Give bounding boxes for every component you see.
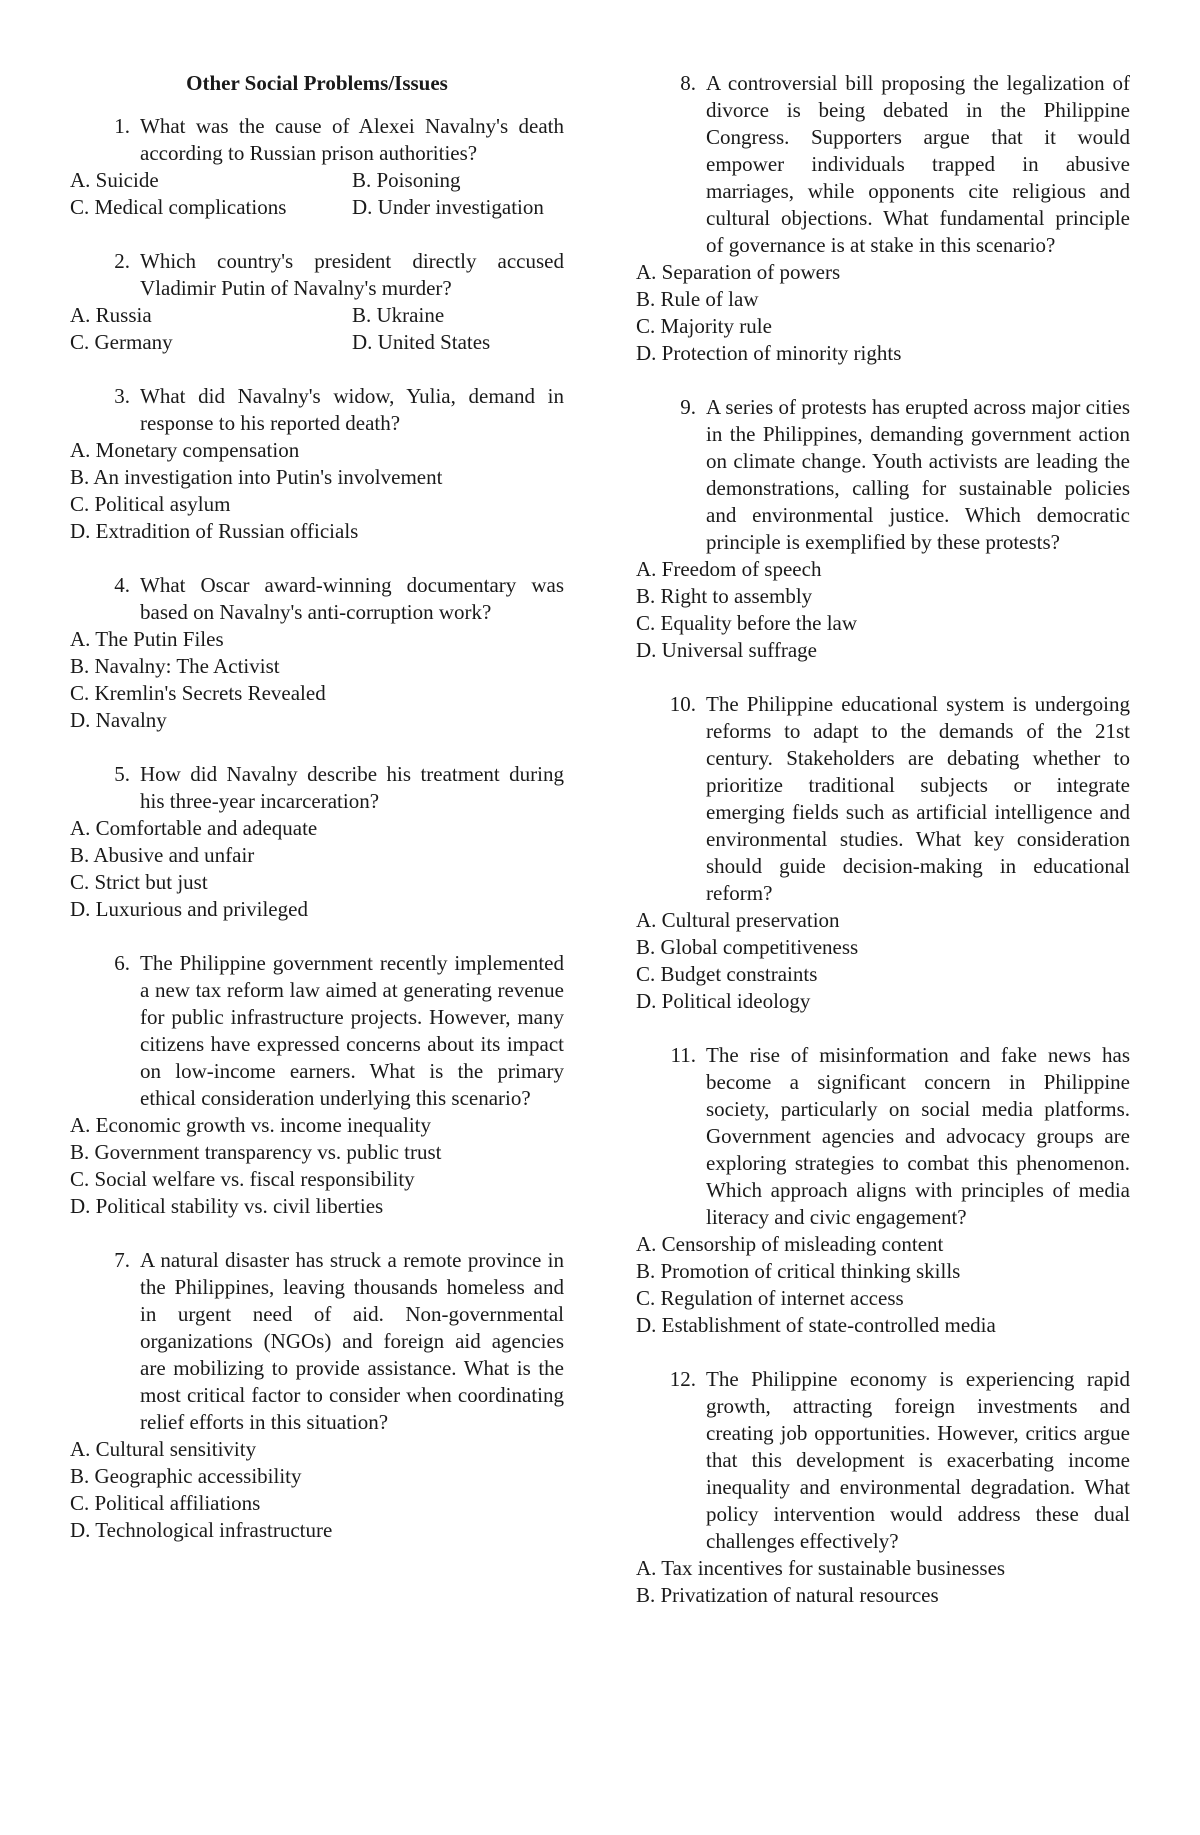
left-column xyxy=(70,70,564,1571)
question-12 xyxy=(636,1366,1130,1609)
question-stem xyxy=(636,1042,1130,1231)
question-3 xyxy=(70,383,564,545)
option-d: D. Political ideology xyxy=(636,989,811,1013)
question-text: What Oscar award-winning documentary was based on Navalny's anti-corruption work? xyxy=(140,573,564,624)
question-text: A series of protests has erupted across major cities in the Philippines, demanding government action on climate change. Youth activists are leading the demonstrations, calling for sustainable policies and environmental justice. Which democratic principle is exemplified by these protests? xyxy=(706,395,1130,554)
option-c: C. Medical complications xyxy=(70,195,287,219)
question-6 xyxy=(70,950,564,1220)
question-text: The Philippine educational system is undergoing reforms to adapt to the demands of the 21st century. Stakeholders are debating whether to prioritize traditional subjects or integrate emerging fields such as artificial intelligence and environmental studies. What key consideration should guide decision-making in educational reform? xyxy=(706,692,1130,905)
question-stem xyxy=(636,691,1130,907)
option-a: A. Tax incentives for sustainable businesses xyxy=(636,1556,1006,1580)
question-text: The Philippine economy is experiencing rapid growth, attracting foreign investments and creating job opportunities. However, critics argue that this development is exacerbating income inequality and environmental degradation. What policy intervention would address these dual challenges effectively? xyxy=(706,1367,1130,1553)
option-c: C. Germany xyxy=(70,330,173,354)
question-number: 7. xyxy=(114,1248,130,1272)
question-stem xyxy=(70,248,564,302)
question-10 xyxy=(636,691,1130,1015)
question-stem xyxy=(70,1247,564,1436)
question-number: 5. xyxy=(114,762,130,786)
option-d: D. Technological infrastructure xyxy=(70,1518,333,1542)
option-b: B. Right to assembly xyxy=(636,584,813,608)
option-a: A. Freedom of speech xyxy=(636,557,822,581)
option-b: B. Abusive and unfair xyxy=(70,843,255,867)
question-number: 1. xyxy=(114,114,130,138)
question-text: How did Navalny describe his treatment during his three-year incarceration? xyxy=(140,762,564,813)
option-b: B. Privatization of natural resources xyxy=(636,1583,939,1607)
question-number: 4. xyxy=(114,573,130,597)
question-number: 11. xyxy=(670,1043,696,1067)
option-c: C. Regulation of internet access xyxy=(636,1286,904,1310)
question-8 xyxy=(636,70,1130,367)
question-number: 3. xyxy=(114,384,130,408)
option-b: B. Geographic accessibility xyxy=(70,1464,302,1488)
question-text: The rise of misinformation and fake news has become a significant concern in Philippine society, particularly on social media platforms. Government agencies and advocacy groups are exploring strategies to combat this phenomenon. Which approach aligns with principles of media literacy and civic engagement? xyxy=(706,1043,1130,1229)
option-a: A. Russia xyxy=(70,303,152,327)
option-d: D. Under investigation xyxy=(352,195,544,219)
question-7 xyxy=(70,1247,564,1544)
question-4 xyxy=(70,572,564,734)
option-c: C. Equality before the law xyxy=(636,611,858,635)
option-d: D. Navalny xyxy=(70,708,167,732)
option-c: C. Political affiliations xyxy=(70,1491,261,1515)
option-a: A. Suicide xyxy=(70,168,159,192)
question-text: What did Navalny's widow, Yulia, demand in response to his reported death? xyxy=(140,384,564,435)
option-a: A. Economic growth vs. income inequality xyxy=(70,1113,432,1137)
option-d: D. Protection of minority rights xyxy=(636,341,902,365)
question-2 xyxy=(70,248,564,356)
option-b: B. Global competitiveness xyxy=(636,935,859,959)
option-row xyxy=(70,194,564,221)
question-9 xyxy=(636,394,1130,664)
question-1 xyxy=(70,113,564,221)
question-text: A natural disaster has struck a remote province in the Philippines, leaving thousands homeless and in urgent need of aid. Non-governmental organizations (NGOs) and foreign aid agencies are mobilizing to provide assistance. What is the most critical factor to consider when coordinating relief efforts in this situation? xyxy=(140,1248,564,1434)
question-5 xyxy=(70,761,564,923)
option-c: C. Majority rule xyxy=(636,314,772,338)
option-b: B. Promotion of critical thinking skills xyxy=(636,1259,961,1283)
option-a: A. Censorship of misleading content xyxy=(636,1232,944,1256)
option-a: A. The Putin Files xyxy=(70,627,224,651)
question-stem xyxy=(636,394,1130,556)
option-a: A. Cultural sensitivity xyxy=(70,1437,257,1461)
question-stem xyxy=(70,113,564,167)
option-b: B. Government transparency vs. public trust xyxy=(70,1140,442,1164)
option-d: D. Establishment of state-controlled media xyxy=(636,1313,996,1337)
right-column xyxy=(636,70,1130,1636)
option-row xyxy=(70,302,564,329)
option-c: C. Budget constraints xyxy=(636,962,818,986)
question-stem xyxy=(636,70,1130,259)
question-text: What was the cause of Alexei Navalny's death according to Russian prison authorities? xyxy=(140,114,564,165)
question-text: Which country's president directly accused Vladimir Putin of Navalny's murder? xyxy=(140,249,564,300)
question-stem xyxy=(70,761,564,815)
option-d: D. Luxurious and privileged xyxy=(70,897,308,921)
option-a: A. Separation of powers xyxy=(636,260,841,284)
question-number: 6. xyxy=(114,951,130,975)
question-number: 10. xyxy=(669,692,696,716)
option-d: D. United States xyxy=(352,330,491,354)
question-text: A controversial bill proposing the legalization of divorce is being debated in the Philippine Congress. Supporters argue that it would empower individuals trapped in abusive marriages, while opponents cite religious and cultural objections. What fundamental principle of governance is at stake in this scenario? xyxy=(706,71,1130,257)
option-b: B. Poisoning xyxy=(352,168,461,192)
option-c: C. Strict but just xyxy=(70,870,208,894)
question-number: 8. xyxy=(680,71,696,95)
option-b: B. Navalny: The Activist xyxy=(70,654,280,678)
option-b: B. An investigation into Putin's involvement xyxy=(70,465,443,489)
option-row xyxy=(70,167,564,194)
option-a: A. Comfortable and adequate xyxy=(70,816,318,840)
option-b: B. Rule of law xyxy=(636,287,759,311)
question-text: The Philippine government recently implemented a new tax reform law aimed at generating revenue for public infrastructure projects. However, many citizens have expressed concerns about its impact on low-income earners. What is the primary ethical consideration underlying this scenario? xyxy=(140,951,564,1110)
option-c: C. Social welfare vs. fiscal responsibility xyxy=(70,1167,415,1191)
question-stem xyxy=(70,383,564,437)
option-c: C. Political asylum xyxy=(70,492,231,516)
option-a: A. Cultural preservation xyxy=(636,908,840,932)
option-b: B. Ukraine xyxy=(352,303,445,327)
option-c: C. Kremlin's Secrets Revealed xyxy=(70,681,326,705)
question-stem xyxy=(70,572,564,626)
question-stem xyxy=(636,1366,1130,1555)
question-11 xyxy=(636,1042,1130,1339)
option-d: D. Universal suffrage xyxy=(636,638,817,662)
page-title: Other Social Problems/Issues xyxy=(186,71,448,95)
question-number: 9. xyxy=(680,395,696,419)
option-d: D. Extradition of Russian officials xyxy=(70,519,359,543)
option-d: D. Political stability vs. civil liberties xyxy=(70,1194,384,1218)
option-row xyxy=(70,329,564,356)
question-stem xyxy=(70,950,564,1112)
option-a: A. Monetary compensation xyxy=(70,438,300,462)
question-number: 2. xyxy=(114,249,130,273)
question-number: 12. xyxy=(669,1367,696,1391)
